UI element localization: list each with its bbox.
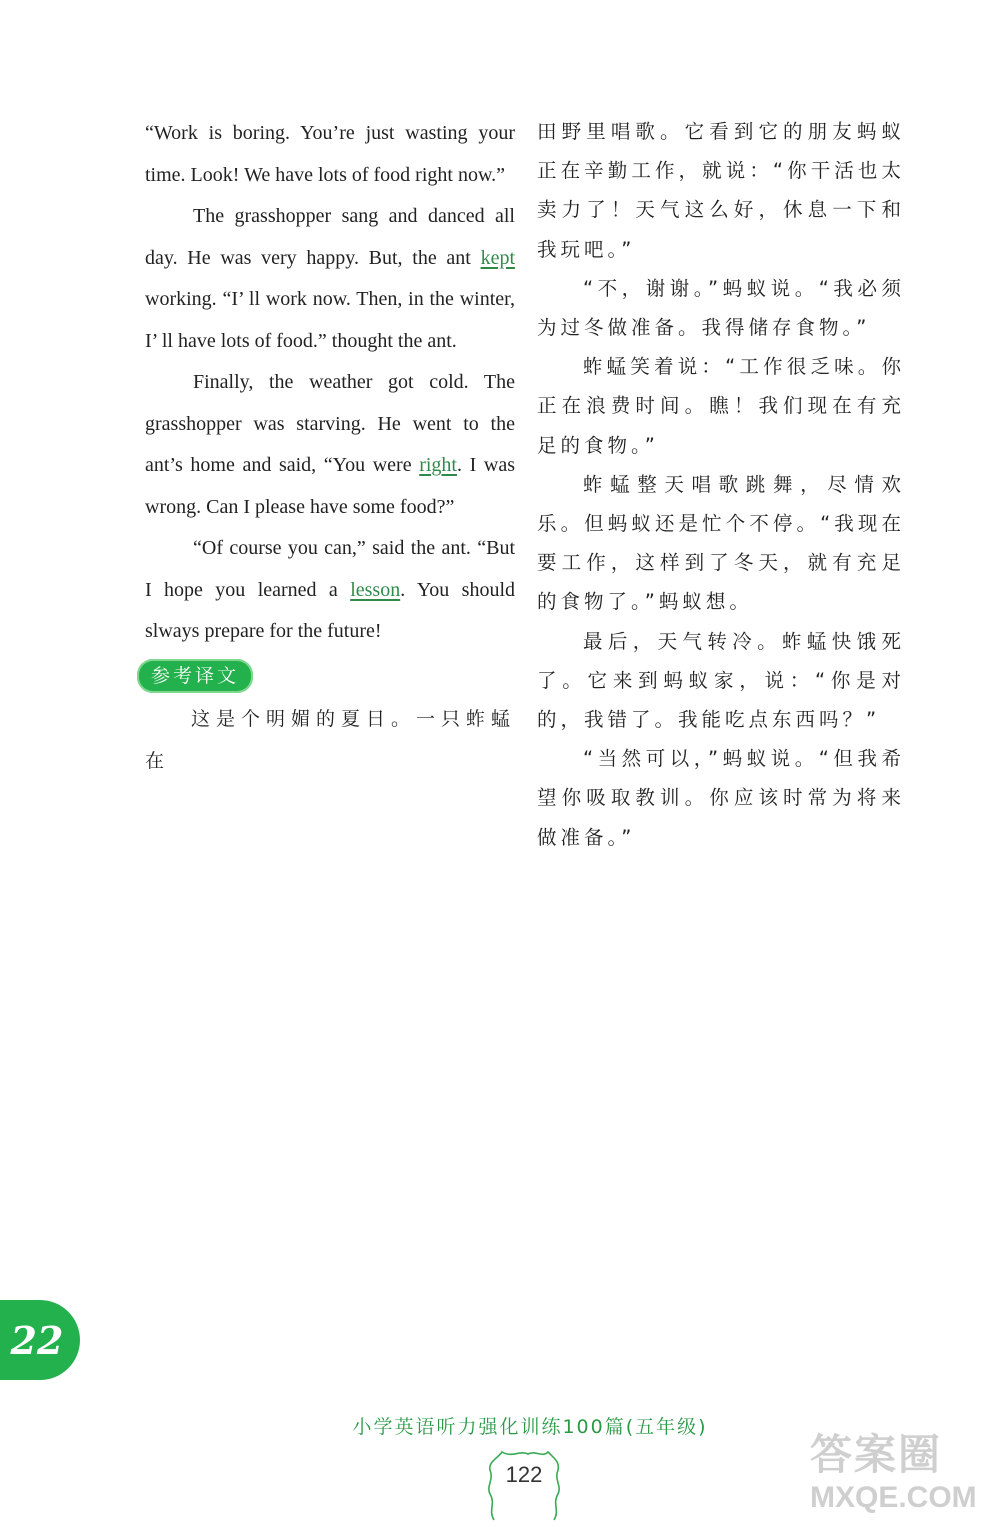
chinese-paragraph-1: 田野里唱歌。它看到它的朋友蚂蚁正在辛勤工作，就说：“你干活也太卖力了！天气这么好，休息一下和我玩吧。” bbox=[537, 120, 905, 261]
english-story bbox=[145, 113, 515, 782]
english-paragraph-4 bbox=[145, 528, 515, 653]
english-paragraph-2 bbox=[145, 196, 515, 362]
watermark bbox=[810, 1430, 995, 1518]
english-paragraph-4-text: “Of course you can,” said the ant. “But I hope you learned a bbox=[145, 537, 515, 601]
translation-first-line: 这是个明媚的夏日。一只蚱蜢在 bbox=[145, 708, 515, 772]
english-paragraph-3-rest: . I was wrong. Can I please have some food?” bbox=[145, 454, 515, 518]
vocab-word-lesson: lesson bbox=[350, 578, 401, 601]
translation-badge: 参考译文 bbox=[137, 659, 253, 693]
english-paragraph-3 bbox=[145, 362, 515, 528]
vocab-word-kept: kept bbox=[480, 246, 515, 269]
chinese-paragraph-5: 最后，天气转冷。蚱蜢快饿死了。它来到蚂蚁家，说：“你是对的，我错了。我能吃点东西吗？” bbox=[537, 629, 905, 732]
english-paragraph-4-rest: . You should slways prepare for the future! bbox=[145, 578, 515, 642]
lesson-number-tab bbox=[0, 1300, 80, 1380]
english-paragraph-3-text: Finally, the weather got cold. The grasshopper was starving. He went to the ant’s home and said, “You were bbox=[145, 371, 515, 476]
english-paragraph-1: “Work is boring. You’re just wasting your time. Look! We have lots of food right now.” bbox=[145, 122, 515, 186]
vocab-word-right: right bbox=[419, 454, 457, 476]
watermark-en: MXQE.COM bbox=[810, 1481, 977, 1514]
page-number-ornament bbox=[484, 1448, 564, 1522]
chinese-paragraph-4: 蚱蜢整天唱歌跳舞，尽情欢乐。但蚂蚁还是忙个不停。“我现在要工作，这样到了冬天，就有充足的食物了。”蚂蚁想。 bbox=[537, 472, 905, 614]
lesson-number: 22 bbox=[10, 1317, 64, 1363]
page-number: 122 bbox=[505, 1462, 543, 1487]
chinese-paragraph-2: “不，谢谢。”蚂蚁说。“我必须为过冬做准备。我得储存食物。” bbox=[537, 276, 905, 340]
chinese-translation bbox=[537, 112, 905, 857]
english-paragraph-2-text: The grasshopper sang and danced all day. He was very happy. But, the ant bbox=[145, 205, 515, 269]
chinese-paragraph-3: 蚱蜢笑着说：“工作很乏味。你正在浪费时间。瞧！我们现在有充足的食物。” bbox=[537, 355, 905, 457]
chinese-paragraph-6: “当然可以，”蚂蚁说。“但我希望你吸取教训。你应该时常为将来做准备。” bbox=[537, 747, 905, 849]
book-title: 小学英语听力强化训练100篇(五年级) bbox=[352, 1416, 708, 1438]
watermark-cn: 答案圈 bbox=[810, 1430, 943, 1479]
english-paragraph-2-rest: working. “I’ ll work now. Then, in the winter, I’ ll have lots of food.” thought the ant. bbox=[145, 288, 515, 352]
